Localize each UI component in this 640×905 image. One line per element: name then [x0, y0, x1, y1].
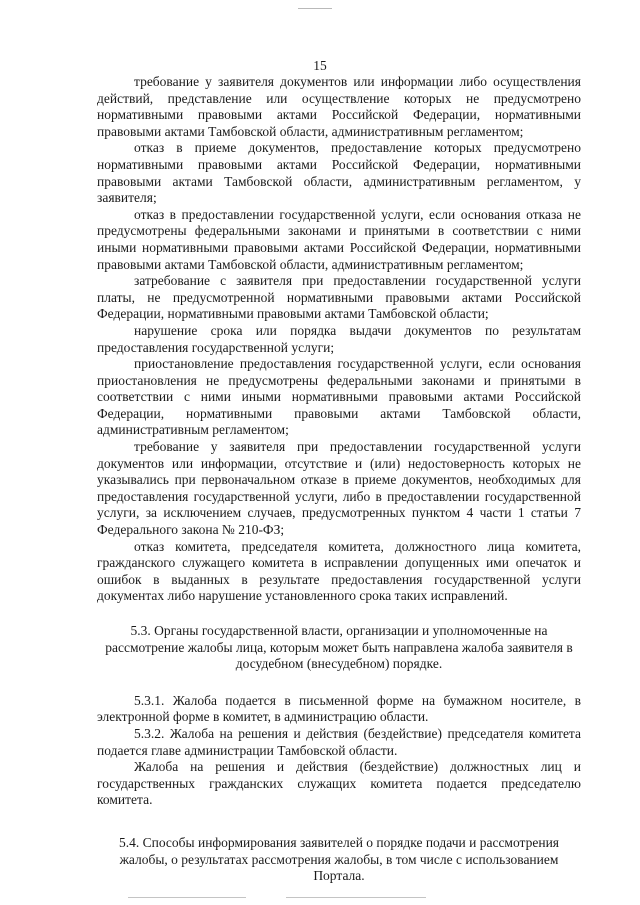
section-5-4-heading: 5.4. Способы информирования заявителей о порядке подачи и рассмотрения жалобы, о результатах рассмотрения жалобы, в том числе с использованием Портала. — [118, 834, 560, 884]
scan-artifact — [128, 897, 246, 898]
list-item: отказ в предоставлении государственной услуги, если основания отказа не предусмотрены федеральными законами и принятыми в соответствии с ними иными нормативными правовыми актами Российской Федерации, нормативными правовыми актами Тамбовской области, административным регламентом; — [97, 206, 581, 272]
paragraph-5-3-2-continued: Жалоба на решения и действия (бездействие) должностных лиц и государственных гражданских служащих комитета подается председателю комитета. — [97, 759, 581, 808]
paragraph-5-3-2: 5.3.2. Жалоба на решения и действия (бездействие) председателя комитета подается главе администрации Тамбовской области. — [97, 725, 581, 758]
list-item: отказ комитета, председателя комитета, должностного лица комитета, гражданского служащего комитета в исправлении допущенных ими опечаток и ошибок в выданных в результате предоставления государственной услуги документах либо нарушение установленного срока таких исправлений. — [97, 538, 581, 604]
scan-artifact — [286, 897, 426, 898]
list-item: отказ в приеме документов, предоставление которых предусмотрено нормативными правовыми актами Российской Федерации, нормативными правовыми актами Тамбовской области, административным регламентом, у заявителя; — [97, 140, 581, 206]
scan-artifact — [298, 8, 332, 9]
list-item: затребование с заявителя при предоставлении государственной услуги платы, не предусмотренной нормативными правовыми актами Российской Федерации, нормативными правовыми актами Тамбовской области; — [97, 273, 581, 322]
section-5-3-heading: 5.3. Органы государственной власти, организации и уполномоченные на рассмотрение жалобы лица, которым может быть направлена жалоба заявителя в досудебном (внесудебном) порядке. — [105, 623, 573, 672]
list-item: приостановление предоставления государственной услуги, если основания приостановления не предусмотрены федеральными законами и принятыми в соответствии с ними иными нормативными правовыми актами Российской Федерации, нормативными правовыми актами Тамбовской области, административным регламентом; — [97, 356, 581, 438]
page-number: 15 — [313, 58, 327, 73]
paragraph-5-3-1: 5.3.1. Жалоба подается в письменной форме на бумажном носителе, в электронной форме в комитет, в администрацию области. — [97, 692, 581, 725]
list-item: требование у заявителя документов или информации либо осуществления действий, представление или осуществление которых не предусмотрено нормативными правовыми актами Российской Федерации, нормативными правовыми актами Тамбовской области, административным регламентом; — [97, 74, 581, 139]
list-item: требование у заявителя при предоставлении государственной услуги документов или информации, отсутствие и (или) недостоверность которых не указывались при первоначальном отказе в приеме документов, необходимых для предоставления государственной услуги, либо в предоставлении государственной услуги, за исключением случаев, предусмотренных пунктом 4 части 1 статьи 7 Федерального закона № 210-ФЗ; — [97, 439, 581, 538]
list-item: нарушение срока или порядка выдачи документов по результатам предоставления государственной услуги; — [97, 322, 581, 355]
document-body — [97, 74, 581, 885]
